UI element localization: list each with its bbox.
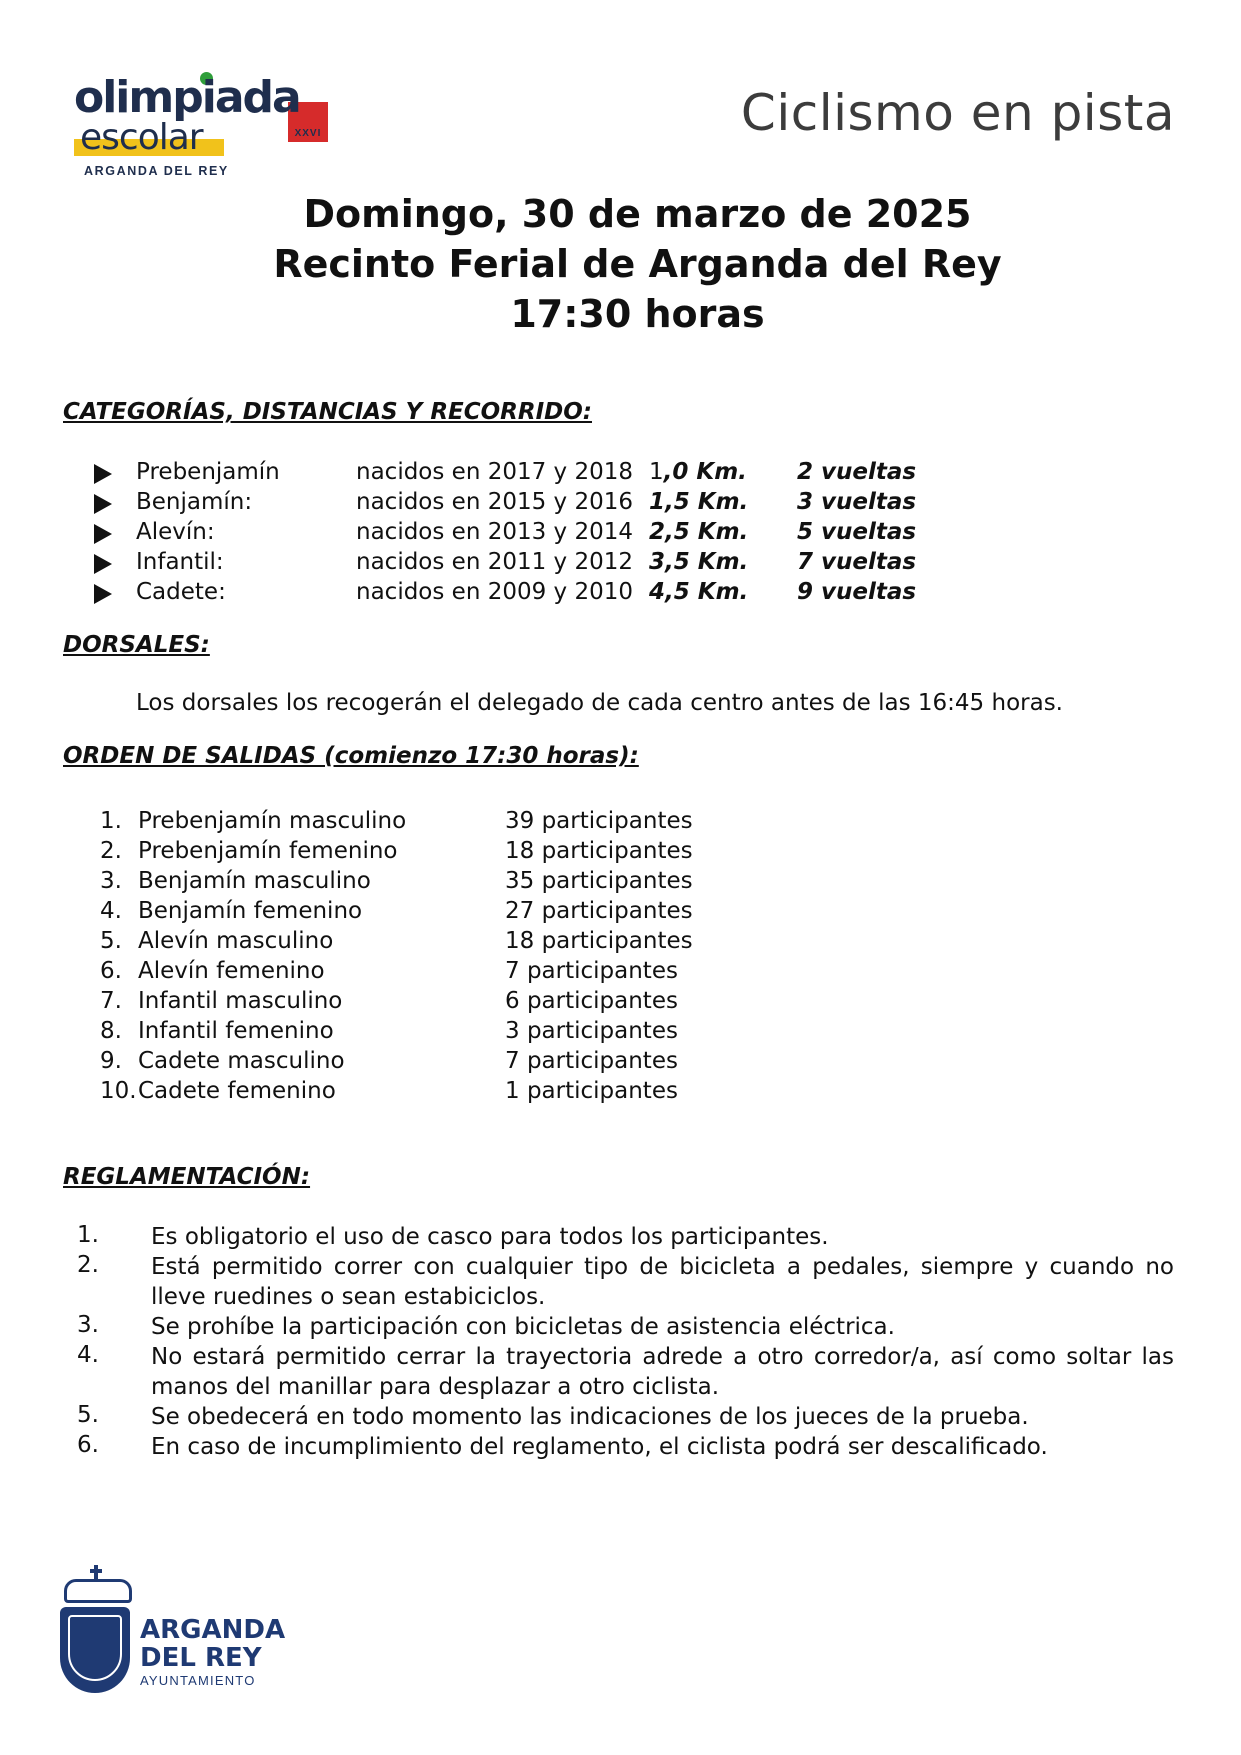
start-order-row (0, 1078, 1241, 1108)
start-order-count: 39 participantes (505, 808, 693, 834)
start-order-count: 35 participantes (505, 868, 693, 894)
shield-inner-border (68, 1615, 122, 1681)
start-order-row (0, 988, 1241, 1018)
category-row (0, 459, 1241, 489)
category-laps: 9 vueltas (797, 579, 917, 605)
olimpiada-escolar-logo (74, 72, 334, 182)
event-time: 17:30 horas (510, 292, 765, 336)
rule-text: No estará permitido cerrar la trayectoria adrede a otro corredor/a, así como soltar las manos del manillar para desplazar a otro ciclista. (151, 1344, 1174, 1400)
category-laps: 5 vueltas (797, 519, 917, 545)
category-laps: 3 vueltas (797, 489, 917, 515)
start-order-row (0, 808, 1241, 838)
document-type-title: Ciclismo en pista (740, 84, 1175, 142)
start-order-category: Cadete masculino (138, 1048, 345, 1074)
start-order-row (0, 838, 1241, 868)
rule-text: Está permitido correr con cualquier tipo de bicicleta a pedales, siempre y cuando no lleve ruedines o sean estabiciclos. (151, 1254, 1174, 1310)
category-born: nacidos en 2011 y 2012 (356, 549, 634, 575)
dorsales-text: Los dorsales los recogerán el delegado de cada centro antes de las 16:45 horas. (136, 690, 1063, 716)
logo-subtitle: ARGANDA DEL REY (84, 164, 229, 178)
start-order-category: Cadete femenino (138, 1078, 336, 1104)
start-order-number: 9. (100, 1048, 122, 1074)
start-order-count: 27 participantes (505, 898, 693, 924)
category-laps: 2 vueltas (797, 459, 917, 485)
start-order-category: Benjamín masculino (138, 868, 371, 894)
start-order-number: 7. (100, 988, 122, 1014)
logo-edition-badge: XXVI (294, 128, 322, 139)
start-order-category: Benjamín femenino (138, 898, 363, 924)
rule-text: Es obligatorio el uso de casco para todos los participantes. (151, 1224, 829, 1250)
category-row (0, 549, 1241, 579)
category-name: Benjamín: (136, 489, 253, 515)
start-order-number: 5. (100, 928, 122, 954)
start-order-number: 1. (100, 808, 122, 834)
category-name: Alevín: (136, 519, 215, 545)
start-order-row (0, 1048, 1241, 1078)
start-order-category: Infantil femenino (138, 1018, 334, 1044)
category-distance: 4,5 Km. (649, 579, 749, 605)
start-order-count: 3 participantes (505, 1018, 678, 1044)
section-title-reglamentacion: REGLAMENTACIÓN: (63, 1164, 311, 1190)
rule-text: Se obedecerá en todo momento las indicaciones de los jueces de la prueba. (151, 1404, 1029, 1430)
start-order-row (0, 868, 1241, 898)
crest-name-line1: ARGANDA (140, 1615, 286, 1645)
category-laps: 7 vueltas (797, 549, 917, 575)
start-order-category: Alevín masculino (138, 928, 334, 954)
category-distance-prefix: 1 (649, 459, 664, 485)
triangle-bullet-icon (94, 464, 112, 484)
rule-number: 1. (77, 1222, 99, 1248)
crown-cross-bar-icon (90, 1569, 102, 1573)
section-title-categories: CATEGORÍAS, DISTANCIAS Y RECORRIDO: (63, 399, 592, 425)
category-row (0, 519, 1241, 549)
crown-icon (64, 1579, 132, 1603)
start-order-category: Infantil masculino (138, 988, 343, 1014)
triangle-bullet-icon (94, 584, 112, 604)
section-title-orden: ORDEN DE SALIDAS (comienzo 17:30 horas): (63, 743, 639, 769)
category-row (0, 579, 1241, 609)
event-venue: Recinto Ferial de Arganda del Rey (273, 242, 1002, 286)
category-born: nacidos en 2017 y 2018 (356, 459, 634, 485)
rule-text: En caso de incumplimiento del reglamento, el ciclista podrá ser descalificado. (151, 1434, 1048, 1460)
logo-word-escolar: escolar (80, 117, 203, 158)
crest-subtitle: AYUNTAMIENTO (140, 1673, 256, 1688)
start-order-row (0, 898, 1241, 928)
rule-text: Se prohíbe la participación con bicicletas de asistencia eléctrica. (151, 1314, 895, 1340)
category-distance: 1,5 Km. (649, 489, 749, 515)
start-order-count: 7 participantes (505, 1048, 678, 1074)
start-order-row (0, 928, 1241, 958)
start-order-number: 3. (100, 868, 122, 894)
start-order-category: Prebenjamín femenino (138, 838, 398, 864)
crest-name-line2: DEL REY (140, 1643, 262, 1673)
category-row (0, 489, 1241, 519)
triangle-bullet-icon (94, 554, 112, 574)
start-order-category: Prebenjamín masculino (138, 808, 407, 834)
start-order-count: 6 participantes (505, 988, 678, 1014)
section-title-dorsales: DORSALES: (63, 632, 210, 658)
start-order-count: 7 participantes (505, 958, 678, 984)
category-born: nacidos en 2013 y 2014 (356, 519, 634, 545)
ayuntamiento-crest-logo (60, 1565, 286, 1695)
category-distance-value: ,0 Km. (663, 459, 747, 485)
category-distance: 2,5 Km. (649, 519, 749, 545)
rule-number: 2. (77, 1252, 99, 1278)
rule-number: 6. (77, 1432, 99, 1458)
logo-word-olimpiada: olimpiada (74, 72, 300, 123)
start-order-number: 10. (100, 1078, 137, 1104)
start-order-number: 8. (100, 1018, 122, 1044)
shield-icon (60, 1607, 130, 1693)
start-order-count: 18 participantes (505, 838, 693, 864)
start-order-number: 2. (100, 838, 122, 864)
rule-number: 3. (77, 1312, 99, 1338)
category-born: nacidos en 2009 y 2010 (356, 579, 634, 605)
start-order-count: 1 participantes (505, 1078, 678, 1104)
start-order-category: Alevín femenino (138, 958, 325, 984)
event-date: Domingo, 30 de marzo de 2025 (303, 192, 972, 236)
rule-number: 4. (77, 1342, 99, 1368)
start-order-count: 18 participantes (505, 928, 693, 954)
category-name: Cadete: (136, 579, 226, 605)
category-distance: 3,5 Km. (649, 549, 749, 575)
category-distance (649, 459, 747, 485)
category-name: Infantil: (136, 549, 224, 575)
triangle-bullet-icon (94, 524, 112, 544)
category-born: nacidos en 2015 y 2016 (356, 489, 634, 515)
rule-number: 5. (77, 1402, 99, 1428)
start-order-number: 4. (100, 898, 122, 924)
start-order-number: 6. (100, 958, 122, 984)
start-order-row (0, 958, 1241, 988)
category-name: Prebenjamín (136, 459, 280, 485)
start-order-row (0, 1018, 1241, 1048)
triangle-bullet-icon (94, 494, 112, 514)
